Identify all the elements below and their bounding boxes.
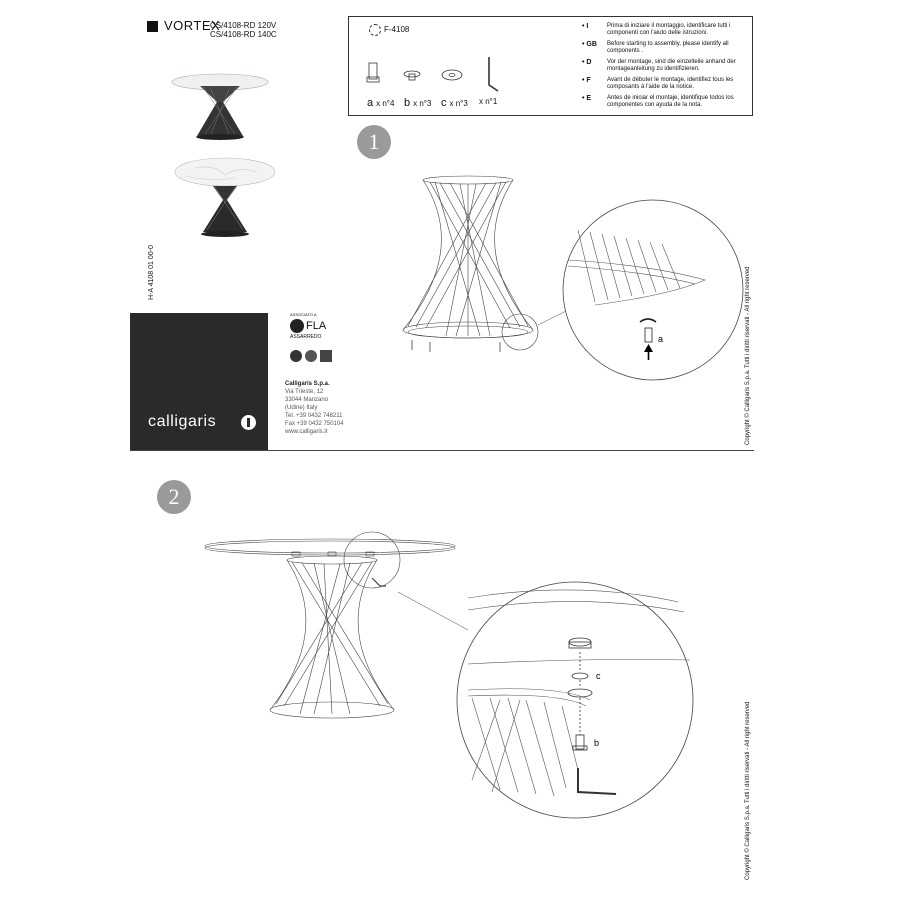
certification-logos <box>290 312 344 376</box>
pad-icon <box>404 71 420 80</box>
instruction-fr: • F Avant de débuter le montage, identifiez tous les composants à l'aide de la notice. <box>582 77 734 90</box>
parts-legend-box <box>348 16 753 116</box>
association-label: ASSOCIATO A <box>290 312 317 317</box>
company-name: Calligaris S.p.a. <box>285 381 330 387</box>
section-divider <box>130 450 754 451</box>
bolts-under-base <box>412 340 500 352</box>
bolt-icon <box>367 63 379 82</box>
detail-label-c: c <box>596 671 601 681</box>
detail-zoom-circle-2 <box>457 582 693 818</box>
step-1-diagram <box>390 170 750 385</box>
instruction-es: • E Antes de iniciar el montaje, identifique todos los componentes con ayuda de la nota. <box>582 95 734 108</box>
fla-logo-icon <box>290 319 304 333</box>
address-line: Fax +39 0432 750104 <box>285 421 344 427</box>
detail-label-b: b <box>594 738 600 748</box>
step-2-diagram <box>200 530 740 830</box>
cert-badge-icon <box>290 350 302 362</box>
washer-icon <box>442 70 462 80</box>
assarredo-label: ASSARREDO <box>290 334 322 340</box>
product-code-2: CS/4108-RD 140C <box>210 30 277 39</box>
website-link: www.calligaris.it <box>285 429 328 435</box>
address-line: 33044 Manzano <box>285 397 329 403</box>
step-2-badge: 2 <box>157 480 191 514</box>
product-title: VORTEX <box>164 18 221 33</box>
address-line: Via Trieste, 12 <box>285 389 324 395</box>
cert-badge-icon <box>305 350 317 362</box>
callout-circle <box>502 314 538 350</box>
glass-table-thumbnail <box>172 74 268 140</box>
part-a-label: a x n°4 <box>367 97 395 109</box>
brand-logo-icon <box>241 415 256 430</box>
legend-code: F-4108 <box>384 25 410 34</box>
detail-zoom-circle <box>563 200 743 380</box>
cert-badge-icon <box>320 350 332 362</box>
callout-circle-2 <box>344 532 400 588</box>
allen-key-icon <box>489 57 498 91</box>
fla-label: FLA <box>306 320 327 332</box>
table-base-drawing <box>403 176 533 338</box>
address-line: Tel. +39 0432 748211 <box>285 413 343 419</box>
table-top-drawing <box>205 539 455 555</box>
parts-drawings <box>364 57 514 97</box>
side-code: H-A 4108 01 00-0 <box>148 245 155 300</box>
part-key-label: x n°1 <box>479 97 498 106</box>
instruction-de: • D Vor der montage, sind die einzelteile anhand der montageanleitung zu identifizieren. <box>582 59 736 72</box>
copyright-1: Copyright © Calligaris S.p.a. Tutti i diritti riservati - All right reserved <box>745 266 751 445</box>
part-c-label: c x n°3 <box>441 97 468 109</box>
company-address <box>285 380 344 436</box>
detail-label-a: a <box>658 334 664 344</box>
instruction-gb: • GB Before starting to assembly, please identify all components . <box>582 41 729 54</box>
address-line: (Udine) Italy <box>285 405 318 411</box>
instruction-it: • I Prima di iniziare il montaggio, identificare tutti i componenti con l'aiuto delle istruzioni. <box>582 23 731 36</box>
title-square-mark <box>147 21 158 32</box>
brand-logo-text: calligaris <box>148 413 217 430</box>
step-1-badge: 1 <box>357 125 391 159</box>
copyright-2: Copyright © Calligaris S.p.a. Tutti i diritti riservati - All right reserved <box>745 701 751 880</box>
part-b-label: b x n°3 <box>404 97 432 109</box>
allen-key-icon <box>372 578 386 586</box>
product-code-1: CS/4108-RD 120V <box>210 21 277 30</box>
base-with-pads <box>270 552 394 718</box>
marble-table-thumbnail <box>175 158 275 237</box>
product-thumbnails <box>165 60 275 250</box>
product-codes <box>210 21 277 39</box>
gear-icon <box>369 24 381 36</box>
